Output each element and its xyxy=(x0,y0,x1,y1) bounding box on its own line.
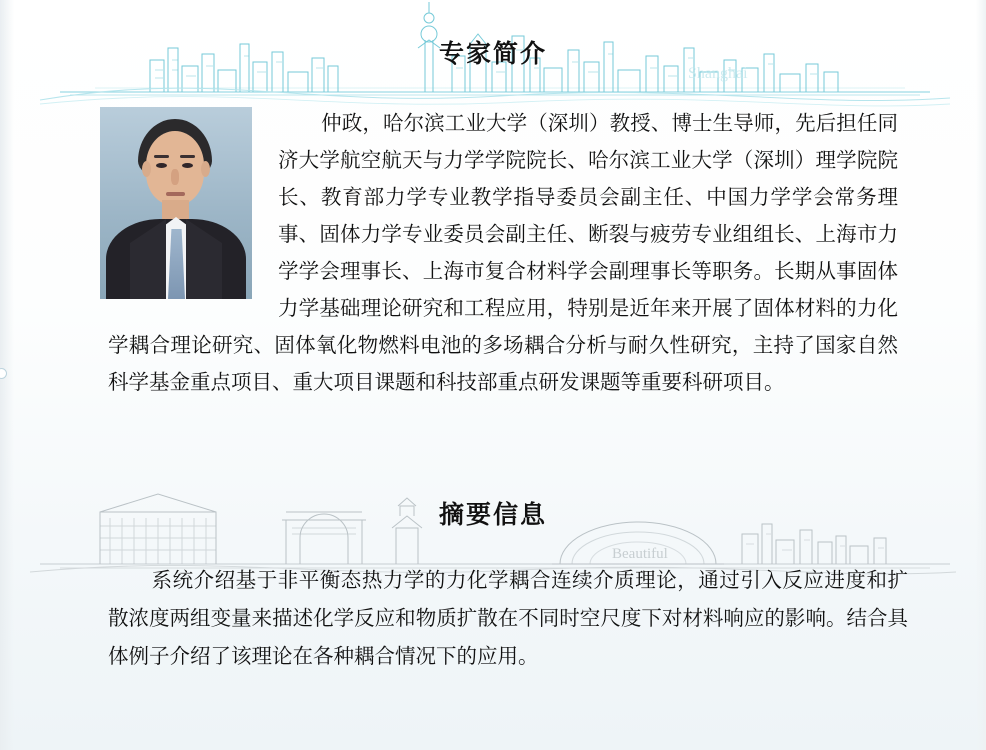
portrait-eye-left xyxy=(156,163,167,168)
right-edge-shading xyxy=(976,0,986,750)
portrait-nose xyxy=(171,169,179,185)
section-title-abstract-info: 摘要信息 xyxy=(438,502,547,529)
abstract-text: 系统介绍基于非平衡态热力学的力化学耦合连续介质理论，通过引入反应进度和扩散浓度两组变量来描述化学反应和物质扩散在不同时空尺度下对材料响应的影响。结合具体例子介绍了该理论在各种耦合情况下的应用。 xyxy=(108,570,908,668)
portrait-ear-right xyxy=(201,161,210,177)
speaker-portrait-photo xyxy=(100,107,252,299)
portrait-eyebrow-right xyxy=(180,155,195,158)
portrait-mouth xyxy=(166,192,185,196)
portrait-ear-left xyxy=(142,161,151,177)
section-title-expert-profile: 专家简介 xyxy=(438,41,547,68)
expert-bio-text: 仲政，哈尔滨工业大学（深圳）教授、博士生导师，先后担任同济大学航空航天与力学学院院长、哈尔滨工业大学（深圳）理学院院长、教育部力学专业教学指导委员会副主任、中国力学学会常务理事、固体力学专业委员会副主任、断裂与疲劳专业组组长、上海市力学学会理事长、上海市复合材料学会副理事长等职务。长期从事固体力学基础理论研究和工程应用，特别是近年来开展了固体材料的力化学耦合理论研究、固体氧化物燃料电池的多场耦合分析与耐久性研究，主持了国家自然科学基金重点项目、重大项目课题和科技部重点研发课题等重要科研项目。 xyxy=(108,113,898,394)
portrait-eye-right xyxy=(182,163,193,168)
svg-text:Beautiful: Beautiful xyxy=(612,546,668,562)
portrait-eyebrow-left xyxy=(154,155,169,158)
abstract-paragraph xyxy=(108,562,908,676)
svg-text:Shanghai: Shanghai xyxy=(688,65,748,82)
